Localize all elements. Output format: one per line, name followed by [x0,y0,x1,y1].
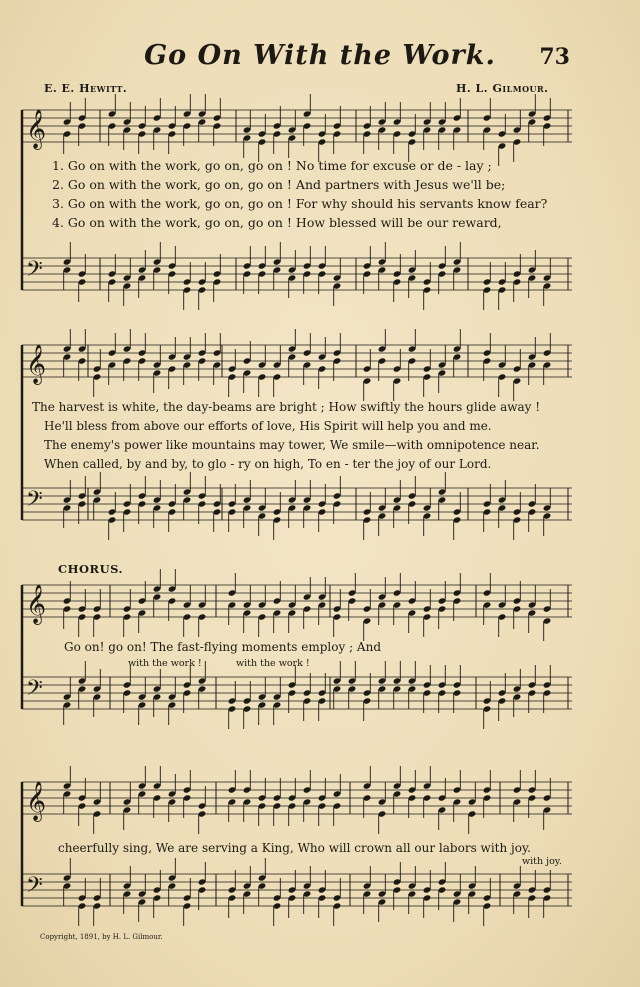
verse-2-line-2: He'll bless from above our efforts of love, His Spirit will help you and me. [44,419,492,433]
verse-1-line-1: 1. Go on with the work, go on, go on ! No time for excuse or de - lay ; [52,158,492,173]
bass-clef-icon: 𝄢 [26,873,43,903]
verse-3-line-1: 3. Go on with the work, go on, go on ! For why should his servants know fear? [52,196,548,211]
treble-clef-icon: 𝄞 [26,781,47,821]
composer-credit: H. L. Gilmour. [456,82,549,95]
hymn-title: Go On With the Work. [144,40,496,71]
bass-clef-icon: 𝄢 [26,487,43,517]
verse-2-line-1: 2. Go on with the work, go on, go on ! And partners with Jesus we'll be; [52,177,506,192]
verse-1-line-2: The harvest is white, the day-beams are bright ; How swiftly the hours glide away ! [32,400,541,414]
chorus-echo-1: with the work ! [128,658,202,669]
treble-clef-icon: 𝄞 [26,344,47,384]
treble-clef-icon: 𝄞 [26,584,47,624]
verse-3-line-2: The enemy's power like mountains may tower, We smile—with omnipotence near. [44,438,540,452]
bass-clef-icon: 𝄢 [26,257,43,287]
chorus-echo-3: with joy. [522,856,562,867]
chorus-line-1: Go on! go on! The fast-flying moments employ ; And [64,640,382,654]
chorus-label: CHORUS. [58,562,124,576]
verse-4-line-1: 4. Go on with the work, go on, go on ! How blessed will be our reward, [52,215,502,230]
verse-4-line-2: When called, by and by, to glo - ry on high, To en - ter the joy of our Lord. [44,457,492,471]
copyright-notice: Copyright, 1891, by H. L. Gilmour. [40,933,163,941]
treble-clef-icon: 𝄞 [26,109,47,149]
lyricist-credit: E. E. Hewitt. [44,82,128,95]
chorus-line-2: cheerfully sing, We are serving a King, Who will crown all our labors with joy. [58,841,531,855]
bass-clef-icon: 𝄢 [26,676,43,706]
page-number: 73 [539,44,570,70]
chorus-echo-2: with the work ! [236,658,310,669]
